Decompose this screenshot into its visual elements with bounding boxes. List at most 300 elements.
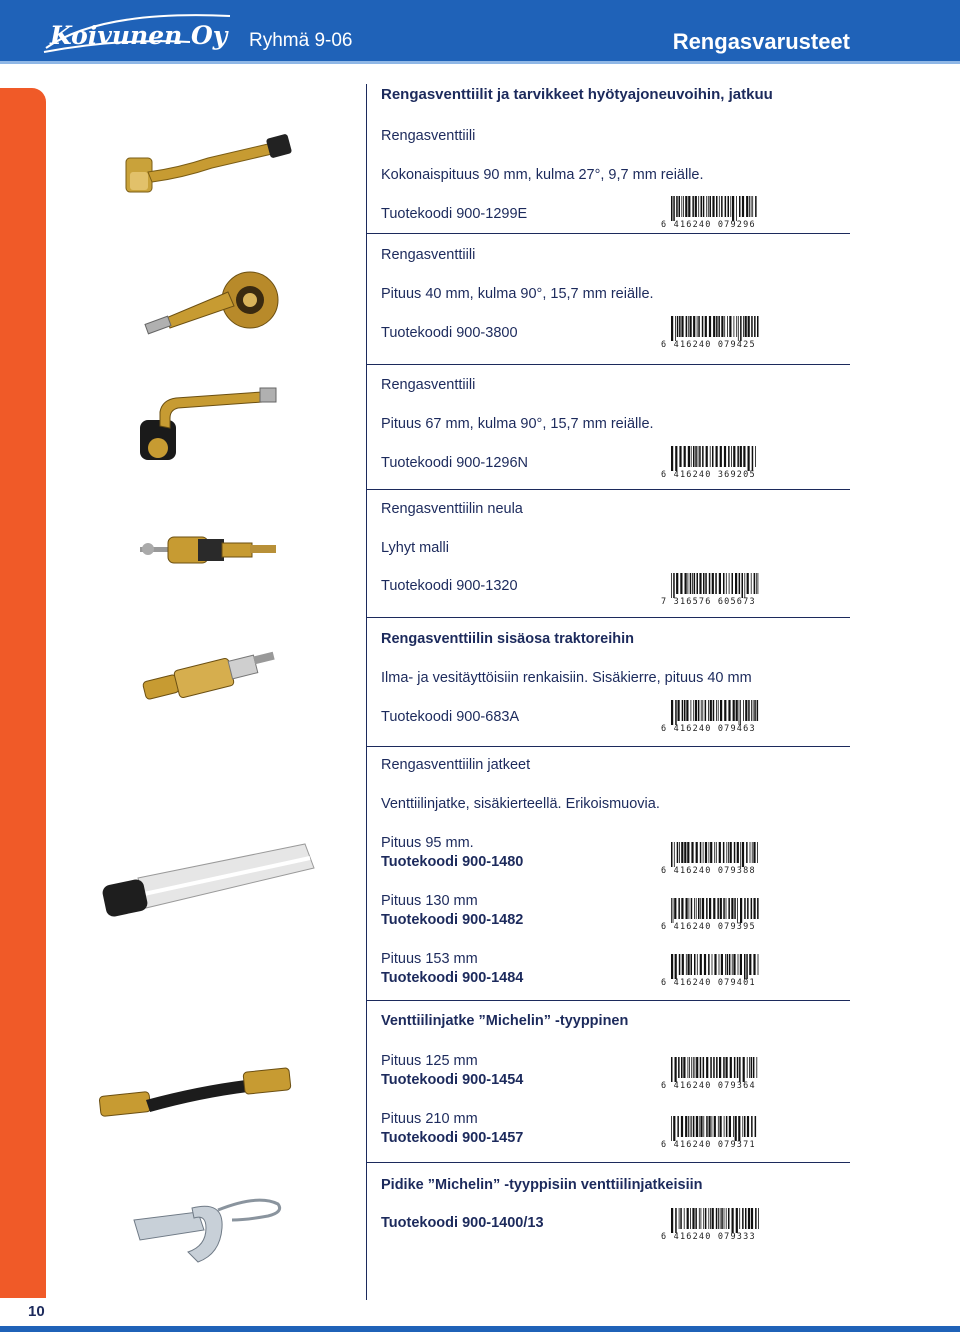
barcode-number: 6 416240 079333 <box>661 1232 756 1242</box>
barcode-bar <box>738 316 739 341</box>
barcode-bar <box>695 196 697 217</box>
barcode-bar <box>671 1208 673 1233</box>
barcode-bar <box>700 1057 702 1078</box>
barcode-bar <box>744 898 746 919</box>
barcode-bar <box>751 316 753 337</box>
barcode-bar <box>757 316 759 337</box>
barcode-bar <box>675 316 676 341</box>
barcode-bar <box>679 1208 680 1229</box>
barcode-bar <box>688 1057 689 1078</box>
barcode-bar <box>697 954 698 975</box>
barcode-bar <box>679 316 681 337</box>
barcode-bar <box>697 316 698 337</box>
barcode-bar <box>698 898 700 919</box>
barcode-bar <box>677 316 679 337</box>
barcode-bar <box>742 842 744 867</box>
barcode-bar <box>710 842 712 863</box>
barcode-bar <box>728 1208 730 1229</box>
barcode-number: 6 416240 079364 <box>661 1081 756 1091</box>
barcode-bar <box>726 1057 728 1078</box>
product-desc: Pituus 67 mm, kulma 90°, 15,7 mm reiälle. <box>381 416 654 432</box>
valve-40mm-image <box>138 262 288 340</box>
michelin-length: Pituus 210 mm <box>381 1111 478 1127</box>
page-number: 10 <box>28 1303 45 1320</box>
product-code: Tuotekoodi 900-1299E <box>381 206 528 222</box>
barcode-bar <box>694 898 695 919</box>
barcode-bar <box>752 842 753 863</box>
barcode-bar <box>703 1208 704 1229</box>
barcode-bar <box>692 1208 694 1229</box>
barcode-bar <box>720 700 722 721</box>
barcode-bar <box>733 954 735 975</box>
barcode-bar <box>751 1057 753 1078</box>
barcode-bar <box>703 573 705 594</box>
barcode-bar <box>712 573 714 594</box>
page-title: Rengasvarusteet <box>672 29 850 54</box>
barcode-bar <box>701 1208 702 1229</box>
barcode-bar <box>724 1116 725 1137</box>
barcode-bar <box>736 316 737 337</box>
barcode-number: 7 316576 605673 <box>661 597 756 607</box>
barcode-bar <box>724 1208 725 1229</box>
product-code: Tuotekoodi 900-3800 <box>381 325 518 341</box>
svg-text:Koivunen Oy: Koivunen Oy <box>50 21 228 50</box>
barcode-bar <box>706 898 708 919</box>
barcode-bar <box>751 898 753 919</box>
barcode-bar <box>708 1208 709 1229</box>
barcode-bar <box>732 573 734 594</box>
barcode-bar <box>684 700 686 721</box>
barcode-bar <box>678 898 680 919</box>
barcode-bar <box>679 842 680 863</box>
barcode-bar <box>685 573 687 594</box>
barcode-bar <box>734 1057 736 1078</box>
barcode-bar <box>701 196 703 217</box>
barcode-bar <box>739 573 741 594</box>
barcode-bar <box>681 1116 683 1137</box>
barcode-bar <box>749 196 750 217</box>
barcode-bars <box>671 1116 759 1141</box>
extension-length: Pituus 95 mm. <box>381 835 474 851</box>
barcode-bar <box>676 196 678 217</box>
barcode-bar <box>744 954 746 979</box>
barcode-bar <box>724 446 726 467</box>
barcode-bar <box>698 196 699 217</box>
michelin-name: Venttiilinjatke ”Michelin” -tyyppinen <box>381 1013 629 1029</box>
barcode-bar <box>728 196 730 217</box>
barcode-bars <box>671 842 759 867</box>
barcode-bar <box>718 316 720 337</box>
barcode-bar <box>716 700 717 721</box>
barcode-bar <box>756 573 757 594</box>
barcode-bar <box>681 316 683 337</box>
group-label: Ryhmä 9-06 <box>249 30 353 51</box>
barcode-bar <box>680 1208 682 1229</box>
barcode-bar <box>734 316 735 337</box>
barcode-bar <box>754 573 756 594</box>
barcode-bar <box>702 316 704 337</box>
barcode-bar <box>740 446 742 467</box>
divider <box>366 617 850 618</box>
barcode-number: 6 416240 369205 <box>661 470 756 480</box>
barcode-bar <box>726 1116 728 1137</box>
barcode-bar <box>700 954 702 975</box>
barcode-bar <box>736 196 737 221</box>
barcode-bar <box>718 700 719 721</box>
divider <box>366 489 850 490</box>
barcode-bars <box>671 954 759 979</box>
barcode-bar <box>740 898 742 923</box>
barcode-bar <box>714 842 715 863</box>
barcode-bar <box>716 196 718 217</box>
barcode-bar <box>754 898 756 919</box>
barcode-bar <box>674 842 675 867</box>
barcode <box>661 954 761 990</box>
barcode-bar <box>743 316 744 337</box>
barcode-bar <box>729 573 730 594</box>
barcode-bar <box>736 1208 738 1233</box>
barcode-bar <box>737 898 738 923</box>
michelin-extension-image <box>98 1062 294 1120</box>
barcode-bar <box>682 954 684 975</box>
barcode-bar <box>719 196 720 217</box>
barcode-bar <box>693 1057 694 1078</box>
barcode-bar <box>717 898 719 919</box>
barcode-bar <box>671 573 672 598</box>
barcode-bar <box>739 196 741 217</box>
divider <box>366 746 850 747</box>
barcode-bar <box>749 1057 750 1078</box>
barcode-bar <box>746 196 748 217</box>
barcode-bar <box>713 1057 715 1078</box>
barcode-bar <box>709 898 711 919</box>
barcode-bar <box>698 700 700 721</box>
divider <box>366 1162 850 1163</box>
barcode-bar <box>748 316 750 337</box>
barcode-bar <box>671 898 672 923</box>
barcode-bar <box>728 842 729 863</box>
barcode-bar <box>694 573 696 594</box>
barcode-bar <box>750 842 751 863</box>
barcode-bar <box>744 573 745 598</box>
extensions-desc: Venttiilinjatke, sisäkierteellä. Erikoismuovia. <box>381 796 660 812</box>
barcode-bar <box>725 196 727 217</box>
product-name: Rengasventtiilin neula <box>381 501 523 517</box>
barcode-bar <box>671 1057 673 1082</box>
barcode-bar <box>705 1208 707 1229</box>
tractor-valve-insert-image <box>140 648 278 706</box>
barcode-number: 6 416240 079401 <box>661 978 756 988</box>
barcode-bar <box>710 700 712 721</box>
barcode-bar <box>671 1116 672 1141</box>
barcode-bar <box>713 316 715 337</box>
barcode-bar <box>751 196 752 217</box>
barcode-bar <box>716 316 718 337</box>
barcode-bar <box>755 1208 757 1229</box>
barcode-bar <box>691 842 693 863</box>
barcode-bar <box>739 700 740 725</box>
barcode-bar <box>730 842 732 863</box>
barcode-bar <box>742 1116 743 1137</box>
barcode-bar <box>720 1208 721 1229</box>
divider <box>366 233 850 234</box>
barcode-bar <box>725 954 726 975</box>
barcode-bar <box>719 573 721 594</box>
barcode-bar <box>686 316 688 337</box>
barcode-bar <box>704 954 706 975</box>
barcode-bar <box>713 898 715 919</box>
barcode-bar <box>740 700 741 725</box>
barcode-bar <box>729 954 731 975</box>
barcode-bar <box>688 1116 689 1137</box>
barcode-bar <box>753 1057 755 1078</box>
barcode-bar <box>709 316 711 337</box>
barcode-bar <box>690 1116 691 1137</box>
barcode-bar <box>748 700 750 721</box>
barcode-bar <box>733 446 735 467</box>
barcode-bar <box>692 573 693 594</box>
barcode-bar <box>692 196 694 217</box>
barcode-bars <box>671 700 759 725</box>
michelin-length: Pituus 125 mm <box>381 1053 478 1069</box>
barcode-bar <box>720 898 722 919</box>
barcode-bar <box>680 573 682 594</box>
barcode-bar <box>714 1116 716 1137</box>
barcode-bar <box>745 1208 747 1229</box>
extension-code: Tuotekoodi 900-1480 <box>381 854 524 870</box>
barcode-bar <box>699 1116 700 1137</box>
valve-core-image <box>138 525 280 573</box>
barcode-bar <box>683 1057 685 1078</box>
barcode-bar <box>706 1057 708 1078</box>
barcode-bar <box>753 700 754 721</box>
barcode-bar <box>687 842 689 863</box>
barcode-bar <box>746 954 748 979</box>
barcode-bar <box>712 1116 713 1137</box>
barcode-bar <box>675 954 677 979</box>
barcode-bar <box>732 1208 734 1233</box>
barcode-bar <box>695 700 697 721</box>
barcode-bar <box>719 1057 721 1078</box>
barcode-bar <box>729 316 731 337</box>
barcode-bar <box>709 1116 711 1137</box>
barcode-bar <box>679 196 681 217</box>
barcode <box>661 898 761 934</box>
barcode-bar <box>742 1208 744 1229</box>
barcode-bar <box>688 316 689 337</box>
barcode <box>661 1057 761 1093</box>
barcode-bar <box>753 954 755 975</box>
barcode-bar <box>679 446 681 467</box>
valve-27deg-image <box>118 128 298 198</box>
barcode-bar <box>671 700 673 725</box>
barcode-bar <box>758 954 759 975</box>
barcode-bar <box>690 316 692 337</box>
barcode-bar <box>724 316 725 337</box>
barcode-bars <box>671 196 759 221</box>
side-color-band <box>0 88 46 1298</box>
barcode-bar <box>719 842 721 863</box>
barcode-bar <box>728 898 730 919</box>
barcode-number: 6 416240 079296 <box>661 220 756 230</box>
barcode-bar <box>728 700 730 721</box>
barcode <box>661 1208 761 1244</box>
barcode-bar <box>710 446 711 467</box>
barcode-bar <box>708 954 710 975</box>
barcode-bar <box>673 196 675 221</box>
barcode-bar <box>675 1057 677 1082</box>
barcode-bar <box>681 196 682 217</box>
barcode-bar <box>674 898 676 919</box>
barcode-bar <box>696 842 698 863</box>
divider <box>366 1000 850 1001</box>
barcode-bar <box>726 842 727 863</box>
extension-length: Pituus 153 mm <box>381 951 478 967</box>
barcode-bar <box>718 1208 719 1229</box>
holder-clip-image <box>128 1190 288 1272</box>
barcode-bar <box>735 573 737 594</box>
barcode <box>661 446 761 482</box>
barcode-bar <box>691 1057 692 1078</box>
barcode-bar <box>739 1208 740 1229</box>
barcode-bar <box>684 1208 685 1229</box>
barcode-bar <box>708 700 709 721</box>
barcode-bar <box>744 1116 746 1137</box>
barcode-bar <box>747 573 749 594</box>
barcode-bar <box>733 1116 734 1137</box>
barcode-bar <box>729 1116 731 1137</box>
barcode-bar <box>679 954 681 975</box>
barcode-bar <box>754 316 756 337</box>
product-name: Rengasventtiili <box>381 247 476 263</box>
barcode-bar <box>678 1057 680 1078</box>
barcode-bar <box>723 573 725 594</box>
barcode-bar <box>699 573 701 594</box>
barcode-bar <box>728 446 730 467</box>
barcode-bar <box>700 842 702 863</box>
barcode-bar <box>705 842 707 863</box>
barcode <box>661 1116 761 1152</box>
barcode-bar <box>705 573 707 594</box>
barcode-bar <box>699 446 701 467</box>
barcode-bar <box>696 1057 698 1078</box>
barcode-bar <box>681 842 683 863</box>
barcode-bar <box>693 700 694 721</box>
barcode-bar <box>755 1116 757 1137</box>
barcode-bar <box>675 446 677 471</box>
barcode-bar <box>752 196 753 217</box>
barcode-bar <box>749 954 751 975</box>
barcode-bar <box>710 196 712 217</box>
barcode-bar <box>696 898 697 919</box>
barcode-bar <box>671 842 673 867</box>
barcode-bars <box>671 1208 759 1233</box>
barcode-bar <box>739 1057 741 1082</box>
barcode-bar <box>706 1116 708 1137</box>
barcode-bar <box>751 1116 753 1137</box>
barcode-bar <box>699 1208 700 1229</box>
holder-name: Pidike ”Michelin” -tyyppisiin venttiilinjatkeisiin <box>381 1177 703 1193</box>
barcode-bar <box>686 954 687 975</box>
michelin-code: Tuotekoodi 900-1454 <box>381 1072 524 1088</box>
barcode-bar <box>721 196 723 217</box>
product-name: Rengasventtiili <box>381 128 476 144</box>
barcode-bar <box>757 898 759 919</box>
barcode-bar <box>727 954 729 975</box>
barcode-bar <box>720 446 722 467</box>
barcode-bar <box>677 1116 679 1137</box>
barcode-bar <box>719 954 720 975</box>
valve-67mm-image <box>132 382 282 466</box>
barcode-bar <box>671 316 673 341</box>
barcode-bar <box>737 1057 739 1078</box>
product-code: Tuotekoodi 900-1320 <box>381 578 518 594</box>
barcode-bar <box>756 1057 757 1078</box>
barcode-bar <box>702 446 704 467</box>
barcode-bar <box>688 446 690 467</box>
barcode-bar <box>715 573 717 594</box>
barcode-bar <box>713 700 715 721</box>
extension-length: Pituus 130 mm <box>381 893 478 909</box>
barcode-bar <box>716 446 718 467</box>
barcode-bar <box>748 1208 750 1229</box>
barcode-bar <box>716 842 717 863</box>
barcode-bar <box>720 1116 722 1137</box>
barcode-bar <box>721 954 723 975</box>
barcode-bar <box>734 898 736 919</box>
barcode-bars <box>671 316 759 341</box>
barcode-bar <box>716 1057 718 1078</box>
barcode-bar <box>751 700 752 721</box>
barcode-bar <box>743 446 745 467</box>
barcode-bar <box>751 573 752 594</box>
barcode-bar <box>747 1116 749 1137</box>
barcode-bar <box>698 446 699 467</box>
barcode-bar <box>755 446 756 467</box>
barcode-bar <box>716 1208 718 1229</box>
barcode-bar <box>714 954 716 975</box>
barcode-bars <box>671 1057 759 1082</box>
barcode-bar <box>685 1116 687 1137</box>
koivunen-logo <box>40 8 235 54</box>
barcode-bar <box>684 842 686 863</box>
barcode-bar <box>689 1057 690 1078</box>
holder-code: Tuotekoodi 900-1400/13 <box>381 1215 544 1231</box>
barcode <box>661 196 761 232</box>
barcode-bar <box>712 446 714 467</box>
barcode-number: 6 416240 079388 <box>661 866 756 876</box>
barcode-bar <box>745 700 747 721</box>
barcode-bar <box>671 446 673 471</box>
barcode-bar <box>705 700 707 721</box>
barcode-bar <box>710 1208 711 1229</box>
valve-extension-image <box>100 838 320 920</box>
barcode-bar <box>671 196 673 221</box>
column-divider <box>366 84 367 1300</box>
barcode-bar <box>723 842 725 863</box>
barcode-bar <box>691 898 693 919</box>
barcode-bar <box>737 842 739 863</box>
barcode-bar <box>731 898 733 919</box>
barcode-bar <box>712 954 713 975</box>
barcode-number: 6 416240 079395 <box>661 922 756 932</box>
barcode-bar <box>693 1116 695 1137</box>
barcode-bar <box>703 842 704 863</box>
barcode-number: 6 416240 079371 <box>661 1140 756 1150</box>
barcode-bar <box>695 1208 697 1229</box>
barcode <box>661 842 761 878</box>
barcode-bar <box>673 898 674 923</box>
